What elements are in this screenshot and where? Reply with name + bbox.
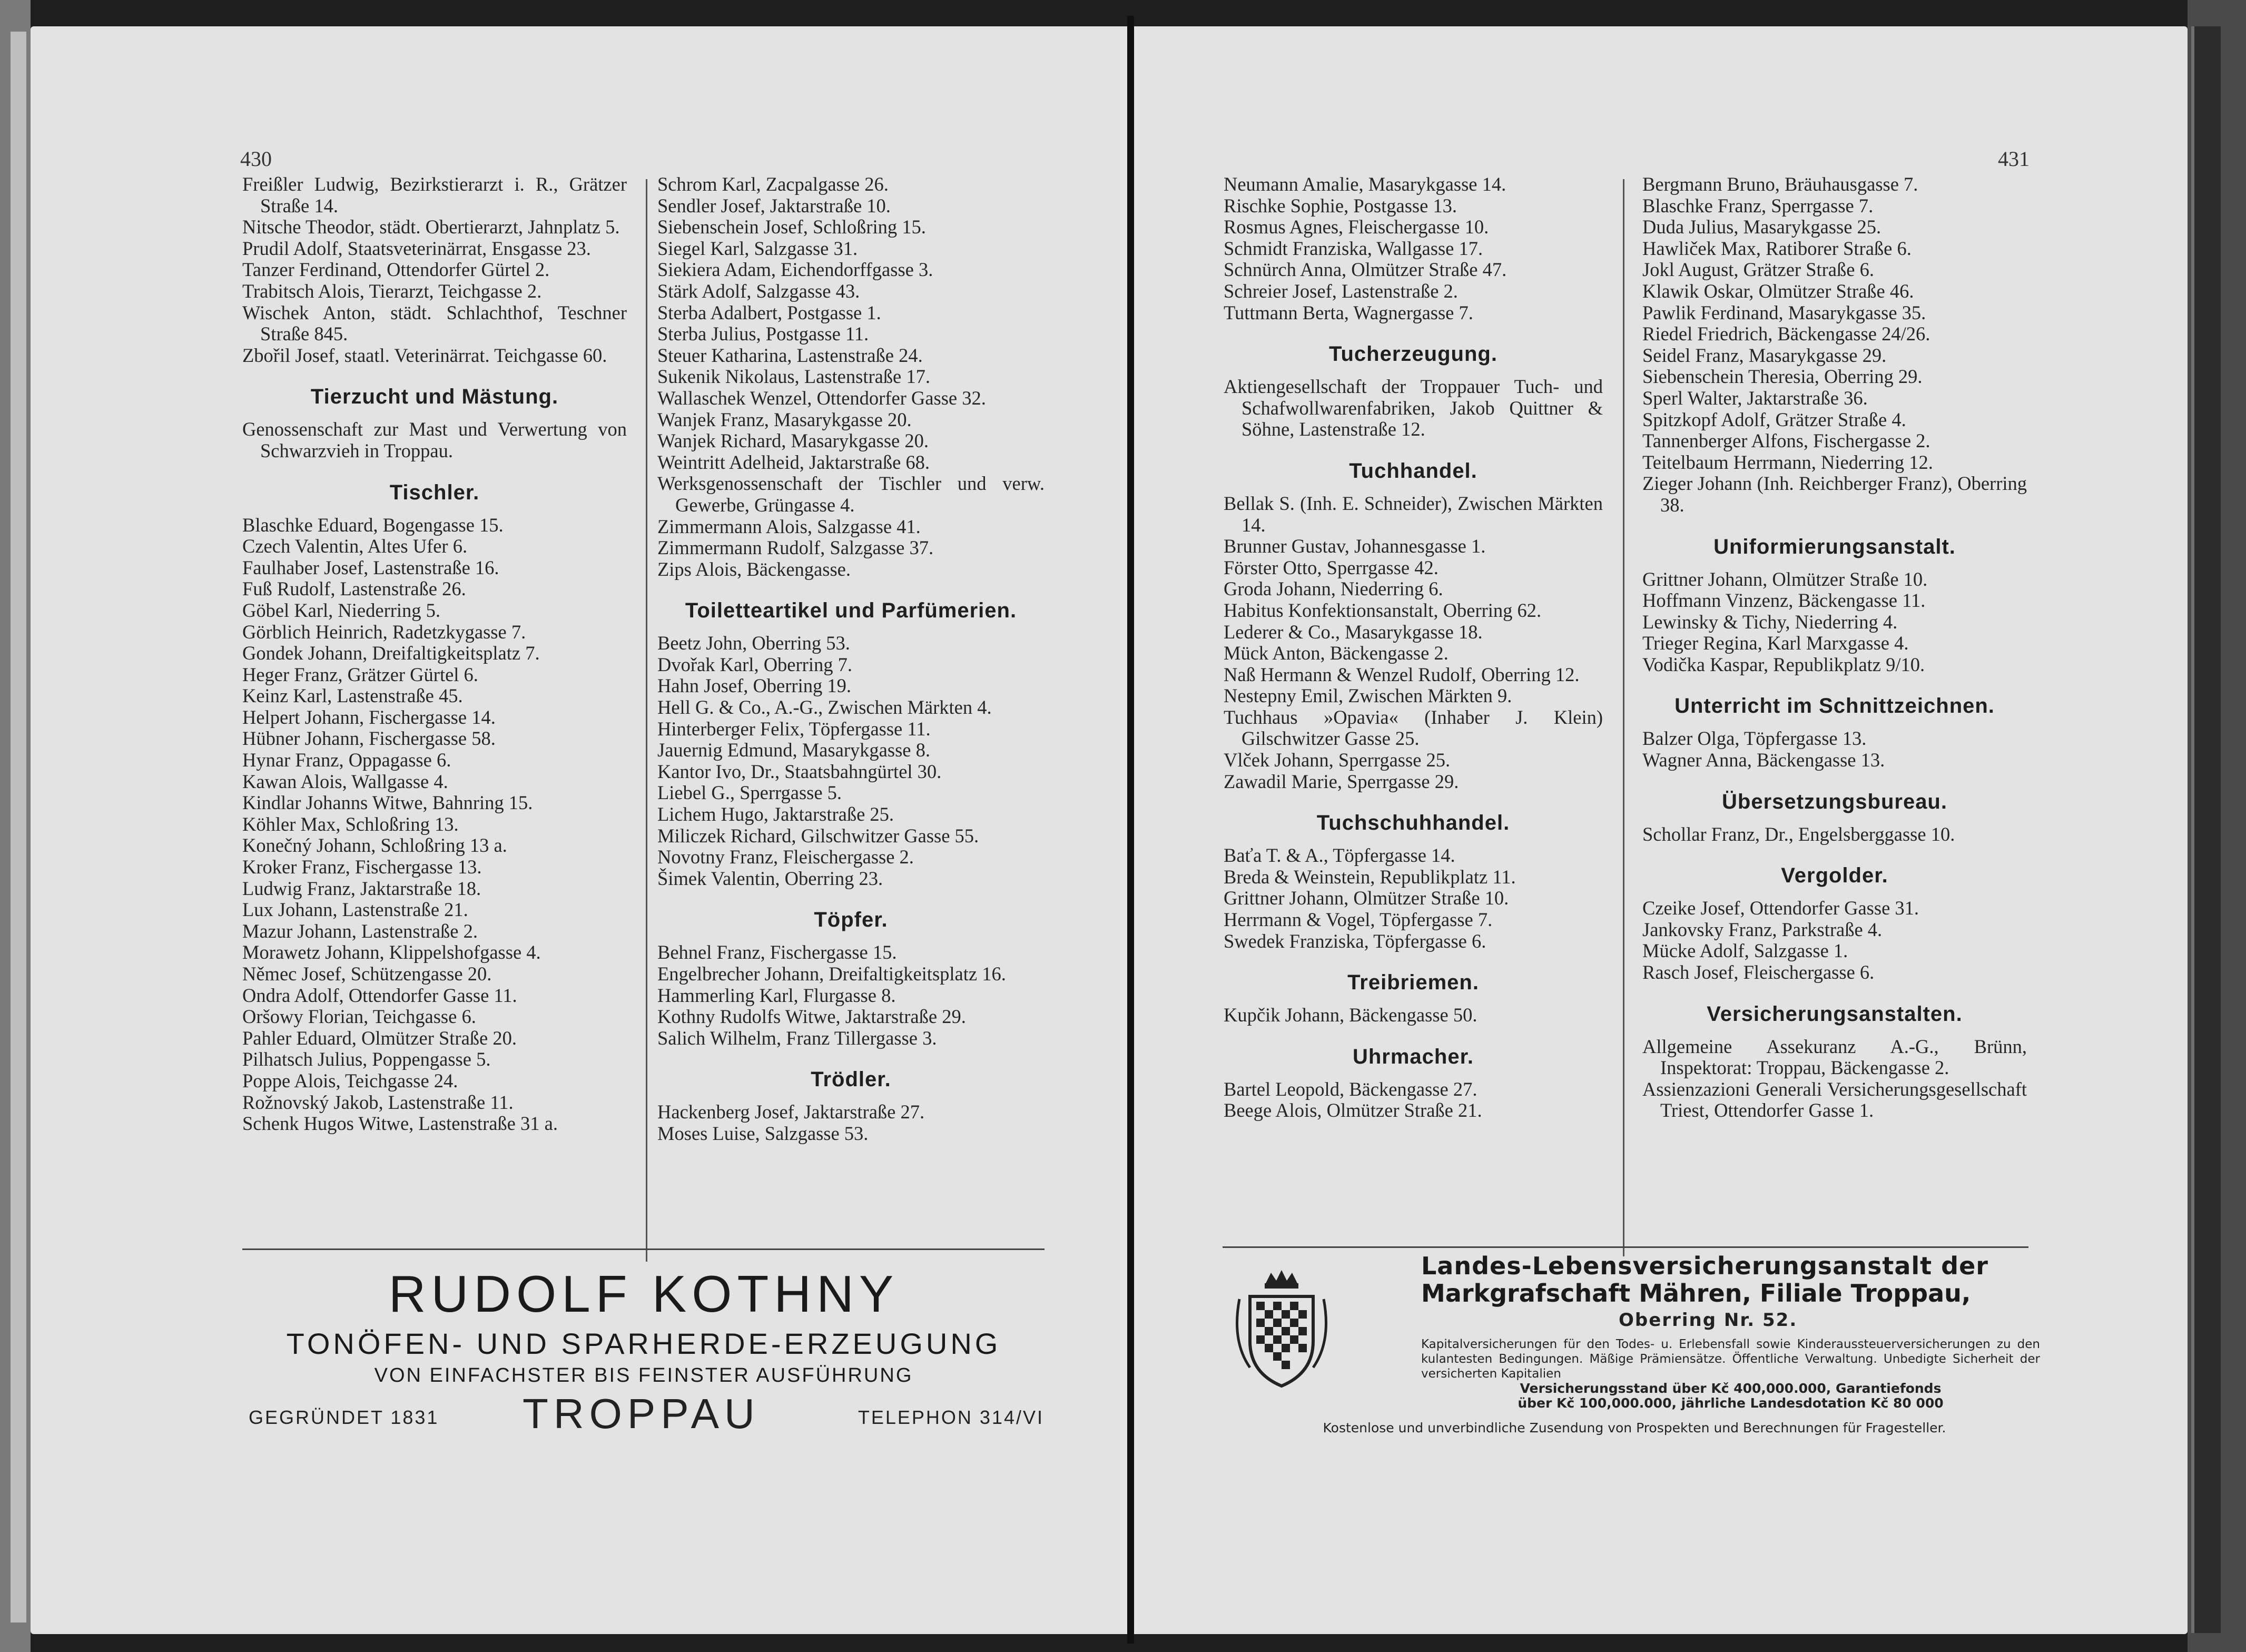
directory-entry: Engelbrecher Johann, Dreifaltigkeitsplatz 16. — [657, 963, 1006, 985]
directory-entry: Pahler Eduard, Olmützer Straße 20. — [242, 1027, 517, 1049]
section-heading: Tuchhandel. — [1349, 459, 1477, 483]
directory-entry: Allgemeine Assekuranz A.-G., Brünn, Inspektorat: Troppau, Bäckengasse 2. — [1642, 1035, 2027, 1079]
directory-entry: Zimmermann Alois, Salzgasse 41. — [657, 515, 921, 537]
ad-address: Oberring Nr. 52. — [1619, 1310, 1798, 1331]
directory-entry: Kantor Ivo, Dr., Staatsbahngürtel 30. — [657, 760, 942, 782]
directory-entry: Siebenschein Theresia, Oberring 29. — [1642, 366, 1923, 388]
directory-entry: Rosmus Agnes, Fleischergasse 10. — [1224, 216, 1489, 238]
directory-entry: Rasch Josef, Fleischergasse 6. — [1642, 961, 1875, 984]
directory-entry: Helpert Johann, Fischergasse 14. — [242, 706, 496, 728]
directory-entry: Grittner Johann, Olmützer Straße 10. — [1224, 887, 1509, 909]
directory-entry: Lichem Hugo, Jaktarstraße 25. — [657, 803, 894, 825]
directory-entry: Jauernig Edmund, Masarykgasse 8. — [657, 739, 930, 761]
section-heading: Tischler. — [389, 480, 480, 504]
directory-entry: Kindlar Johanns Witwe, Bahnring 15. — [242, 792, 533, 814]
directory-entry: Kawan Alois, Wallgasse 4. — [242, 770, 448, 792]
directory-entry: Pilhatsch Julius, Poppengasse 5. — [242, 1048, 491, 1070]
directory-entry: Fuß Rudolf, Lastenstraße 26. — [242, 578, 466, 600]
directory-entry: Hinterberger Felix, Töpfergasse 11. — [657, 717, 931, 740]
ad-title-line-1: Landes-Lebensversicherungsanstalt der — [1421, 1252, 1988, 1280]
page-number: 431 — [1998, 147, 2030, 171]
directory-entry: Šimek Valentin, Oberring 23. — [657, 867, 883, 889]
directory-entry: Brunner Gustav, Johannesgasse 1. — [1224, 535, 1486, 557]
directory-entry: Baťa T. & A., Töpfergasse 14. — [1224, 844, 1455, 867]
directory-entry: Lewinsky & Tichy, Niederring 4. — [1642, 611, 1898, 633]
directory-entry: Zieger Johann (Inh. Reichberger Franz), Oberring 38. — [1642, 473, 2027, 516]
directory-entry: Němec Josef, Schützengasse 20. — [242, 963, 492, 985]
directory-entry: Kupčik Johann, Bäckengasse 50. — [1224, 1004, 1477, 1026]
directory-entry: Lux Johann, Lastenstraße 21. — [242, 899, 468, 921]
directory-entry: Pawlik Ferdinand, Masarykgasse 35. — [1642, 301, 1926, 323]
directory-entry: Hoffmann Vinzenz, Bäckengasse 11. — [1642, 589, 1926, 612]
directory-entry: Sukenik Nikolaus, Lastenstraße 17. — [657, 366, 931, 388]
directory-entry: Teitelbaum Herrmann, Niederring 12. — [1642, 451, 1933, 473]
ad-stand-2: über Kč 100,000.000, jährliche Landesdotation Kč 80 000 — [1518, 1395, 1944, 1411]
directory-entry: Hübner Johann, Fischergasse 58. — [242, 727, 496, 750]
directory-entry: Duda Julius, Masarykgasse 25. — [1642, 216, 1881, 238]
directory-entry: Schmidt Franziska, Wallgasse 17. — [1224, 237, 1483, 259]
directory-entry: Siebenschein Josef, Schloßring 15. — [657, 216, 926, 238]
directory-entry: Blaschke Franz, Sperrgasse 7. — [1642, 194, 1874, 217]
directory-entry: Morawetz Johann, Klippelshofgasse 4. — [242, 941, 541, 963]
section-heading: Uhrmacher. — [1352, 1045, 1474, 1068]
directory-entry: Moses Luise, Salzgasse 53. — [657, 1122, 869, 1144]
section-heading: Versicherungsanstalten. — [1707, 1002, 1963, 1026]
directory-entry: Stärk Adolf, Salzgasse 43. — [657, 280, 860, 302]
directory-entry: Siegel Karl, Salzgasse 31. — [657, 237, 858, 259]
section-heading: Tierzucht und Mästung. — [310, 385, 559, 409]
directory-entry: Konečný Johann, Schloßring 13 a. — [242, 834, 507, 857]
directory-entry: Rožnovský Jakob, Lastenstraße 11. — [242, 1091, 514, 1113]
directory-entry: Aktiengesellschaft der Troppauer Tuch- und Schafwollwarenfabriken, Jakob Quittner & Söhne, Lastenstraße 12. — [1224, 376, 1603, 440]
directory-entry: Trabitsch Alois, Tierarzt, Teichgasse 2. — [242, 280, 542, 302]
directory-entry: Hell G. & Co., A.-G., Zwischen Märkten 4. — [657, 696, 992, 719]
directory-entry: Neumann Amalie, Masarykgasse 14. — [1224, 173, 1506, 195]
directory-entry: Vodička Kaspar, Republikplatz 9/10. — [1642, 653, 1925, 675]
ad-body-text: Kapitalversicherungen für den Todes- u. Erlebensfall sowie Kinderaussteuerversicherungen zu den kulantesten Bedingungen. Mäßige Prämiensätze. Öffentliche Verwaltung. Unbedigte Sicherheit der versicherten Kapitalien — [1421, 1338, 2040, 1381]
directory-entry: Groda Johann, Niederring 6. — [1224, 578, 1443, 600]
section-rule — [242, 1248, 1045, 1250]
directory-entry: Sendler Josef, Jaktarstraße 10. — [657, 194, 891, 217]
directory-entry: Grittner Johann, Olmützer Straße 10. — [1642, 568, 1928, 590]
directory-entry: Wagner Anna, Bäckengasse 13. — [1642, 749, 1885, 771]
directory-entry: Dvořak Karl, Oberring 7. — [657, 653, 852, 675]
ad-title: RUDOLF KOTHNY — [388, 1265, 899, 1323]
ad-subtitle-2: VON EINFACHSTER BIS FEINSTER AUSFÜHRUNG — [374, 1364, 913, 1386]
directory-entry: Breda & Weinstein, Republikplatz 11. — [1224, 866, 1516, 888]
directory-entry: Tannenberger Alfons, Fischergasse 2. — [1642, 430, 1930, 452]
left-page-column-2 — [657, 174, 1045, 1145]
directory-entry: Kroker Franz, Fischergasse 13. — [242, 856, 482, 878]
directory-entry: Mück Anton, Bäckengasse 2. — [1224, 642, 1449, 664]
directory-entry: Novotny Franz, Fleischergasse 2. — [657, 846, 914, 868]
directory-entry: Siekiera Adam, Eichendorffgasse 3. — [657, 259, 933, 281]
ad-phone: TELEPHON 314/VI — [858, 1407, 1044, 1428]
directory-entry: Schnürch Anna, Olmützer Straße 47. — [1224, 259, 1507, 281]
section-heading: Toiletteartikel und Parfümerien. — [685, 599, 1017, 623]
ad-body — [1421, 1337, 2040, 1411]
directory-entry: Beetz John, Oberring 53. — [657, 632, 850, 654]
directory-entry: Steuer Katharina, Lastenstraße 24. — [657, 344, 923, 366]
advertisement-landes-lebensversicherung — [1218, 1252, 2040, 1441]
directory-entry: Mazur Johann, Lastenstraße 2. — [242, 920, 478, 942]
directory-entry: Wanjek Richard, Masarykgasse 20. — [657, 430, 929, 452]
column-divider — [1623, 179, 1624, 1256]
directory-entry: Wanjek Franz, Masarykgasse 20. — [657, 408, 912, 430]
directory-entry: Bartel Leopold, Bäckengasse 27. — [1224, 1078, 1477, 1100]
ad-stand: Versicherungsstand über Kč 400,000.000, Garantiefonds — [1520, 1381, 1942, 1396]
directory-entry: Göbel Karl, Niederring 5. — [242, 599, 441, 621]
book-gutter — [1127, 16, 1134, 1644]
left-page — [31, 26, 1127, 1634]
directory-entry: Swedek Franziska, Töpfergasse 6. — [1224, 930, 1486, 952]
directory-entry: Miliczek Richard, Gilschwitzer Gasse 55. — [657, 824, 979, 847]
directory-entry: Schreier Josef, Lastenstraße 2. — [1224, 280, 1458, 302]
page-number: 430 — [240, 147, 272, 171]
directory-entry: Schrom Karl, Zacpalgasse 26. — [657, 173, 889, 195]
section-heading: Tuchschuhhandel. — [1316, 811, 1510, 835]
ad-footer: Kostenlose und unverbindliche Zusendung von Prospekten und Berechnungen für Fragesteller. — [1323, 1420, 1946, 1435]
section-heading: Übersetzungsbureau. — [1722, 790, 1947, 813]
directory-entry: Zawadil Marie, Sperrgasse 29. — [1224, 770, 1459, 792]
directory-entry: Weintritt Adelheid, Jaktarstraße 68. — [657, 451, 930, 473]
directory-entry: Keinz Karl, Lastenstraße 45. — [242, 685, 463, 707]
directory-entry: Tanzer Ferdinand, Ottendorfer Gürtel 2. — [242, 259, 550, 281]
directory-entry: Ondra Adolf, Ottendorfer Gasse 11. — [242, 984, 517, 1006]
directory-entry: Heger Franz, Grätzer Gürtel 6. — [242, 663, 478, 685]
directory-entry: Riedel Friedrich, Bäckengasse 24/26. — [1642, 323, 1930, 345]
directory-entry: Vlček Johann, Sperrgasse 25. — [1224, 749, 1451, 771]
directory-entry: Czech Valentin, Altes Ufer 6. — [242, 535, 468, 557]
directory-entry: Freißler Ludwig, Bezirkstierarzt i. R., Grätzer Straße 14. — [242, 173, 627, 217]
directory-entry: Bellak S. (Inh. E. Schneider), Zwischen Märkten 14. — [1224, 492, 1603, 536]
directory-entry: Wischek Anton, städt. Schlachthof, Teschner Straße 845. — [242, 301, 627, 345]
directory-entry: Trieger Regina, Karl Marxgasse 4. — [1642, 632, 1909, 654]
page-edges-left — [11, 32, 26, 1622]
coat-of-arms-icon — [1229, 1267, 1334, 1399]
directory-entry: Schenk Hugos Witwe, Lastenstraße 31 a. — [242, 1113, 558, 1135]
directory-entry: Wallaschek Wenzel, Ottendorfer Gasse 32. — [657, 387, 986, 409]
directory-entry: Blaschke Eduard, Bogengasse 15. — [242, 514, 504, 536]
directory-entry: Poppe Alois, Teichgasse 24. — [242, 1069, 458, 1092]
directory-entry: Liebel G., Sperrgasse 5. — [657, 782, 842, 804]
directory-entry: Beege Alois, Olmützer Straße 21. — [1224, 1099, 1482, 1122]
advertisement-rudolf-kothny — [243, 1254, 1044, 1437]
directory-entry: Jokl August, Grätzer Straße 6. — [1642, 259, 1874, 281]
section-rule — [1223, 1246, 2028, 1248]
ad-city: TROPPAU — [523, 1390, 760, 1437]
directory-entry: Rischke Sophie, Postgasse 13. — [1224, 194, 1457, 217]
directory-entry: Naß Hermann & Wenzel Rudolf, Oberring 12. — [1224, 663, 1580, 685]
ad-title-line-2: Markgrafschaft Mähren, Filiale Troppau, — [1421, 1279, 1971, 1307]
directory-entry: Zimmermann Rudolf, Salzgasse 37. — [657, 537, 934, 559]
page-edges-right — [2191, 26, 2221, 1633]
directory-entry: Köhler Max, Schloßring 13. — [242, 813, 459, 835]
directory-entry: Oršowy Florian, Teichgasse 6. — [242, 1006, 476, 1028]
directory-entry: Zips Alois, Bäckengasse. — [657, 558, 851, 580]
directory-entry: Förster Otto, Sperrgasse 42. — [1224, 556, 1439, 578]
directory-entry: Gondek Johann, Dreifaltigkeitsplatz 7. — [242, 642, 540, 664]
directory-entry: Salich Wilhelm, Franz Tillergasse 3. — [657, 1027, 937, 1049]
directory-entry: Schollar Franz, Dr., Engelsberggasse 10. — [1642, 823, 1955, 845]
directory-entry: Sperl Walter, Jaktarstraße 36. — [1642, 387, 1868, 409]
directory-entry: Herrmann & Vogel, Töpfergasse 7. — [1224, 909, 1493, 931]
directory-entry: Jankovsky Franz, Parkstraße 4. — [1642, 918, 1883, 940]
section-heading: Uniformierungsanstalt. — [1713, 535, 1956, 558]
right-page-column-2 — [1642, 174, 2027, 1122]
directory-entry: Tuchhaus »Opavia« (Inhaber J. Klein) Gilschwitzer Gasse 25. — [1224, 706, 1603, 750]
directory-entry: Kothny Rudolfs Witwe, Jaktarstraße 29. — [657, 1006, 966, 1028]
directory-entry: Sterba Julius, Postgasse 11. — [657, 323, 869, 345]
directory-entry: Hawliček Max, Ratiborer Straße 6. — [1642, 237, 1912, 259]
directory-entry: Seidel Franz, Masarykgasse 29. — [1642, 344, 1887, 366]
section-heading: Treibriemen. — [1347, 971, 1479, 995]
directory-entry: Bergmann Bruno, Bräuhausgasse 7. — [1642, 173, 1918, 195]
directory-entry: Faulhaber Josef, Lastenstraße 16. — [242, 556, 499, 578]
directory-entry: Sterba Adalbert, Postgasse 1. — [657, 301, 881, 323]
directory-entry: Zbořil Josef, staatl. Veterinärrat. Teichgasse 60. — [242, 344, 607, 366]
directory-entry: Werksgenossenschaft der Tischler und verw. Gewerbe, Grüngasse 4. — [657, 473, 1045, 516]
right-page — [1134, 26, 2188, 1634]
section-heading: Vergolder. — [1781, 864, 1888, 888]
directory-entry: Lederer & Co., Masarykgasse 18. — [1224, 621, 1483, 643]
left-page-column-1 — [242, 174, 627, 1135]
directory-entry: Spitzkopf Adolf, Grätzer Straße 4. — [1642, 408, 1906, 430]
directory-entry: Görblich Heinrich, Radetzkygasse 7. — [242, 621, 526, 643]
directory-entry: Genossenschaft zur Mast und Verwertung von Schwarzvieh in Troppau. — [242, 418, 627, 461]
directory-entry: Czeike Josef, Ottendorfer Gasse 31. — [1642, 897, 1919, 919]
directory-entry: Assienzazioni Generali Versicherungsgesellschaft Triest, Ottendorfer Gasse 1. — [1642, 1078, 2027, 1122]
directory-entry: Tuttmann Berta, Wagnergasse 7. — [1224, 301, 1473, 323]
directory-entry: Behnel Franz, Fischergasse 15. — [657, 941, 897, 963]
directory-entry: Prudil Adolf, Staatsveterinärrat, Ensgasse 23. — [242, 237, 591, 259]
directory-entry: Nitsche Theodor, städt. Obertierarzt, Jahnplatz 5. — [242, 216, 620, 238]
section-heading: Tucherzeugung. — [1329, 342, 1498, 366]
directory-entry: Hynar Franz, Oppagasse 6. — [242, 749, 451, 771]
section-heading: Trödler. — [811, 1068, 891, 1092]
directory-entry: Hahn Josef, Oberring 19. — [657, 675, 851, 697]
ad-founded: GEGRÜNDET 1831 — [249, 1407, 439, 1428]
directory-entry: Balzer Olga, Töpfergasse 13. — [1642, 727, 1867, 750]
section-heading: Töpfer. — [814, 908, 888, 932]
ad-subtitle: TONÖFEN- UND SPARHERDE-ERZEUGUNG — [286, 1327, 1001, 1360]
directory-entry: Ludwig Franz, Jaktarstraße 18. — [242, 877, 481, 899]
section-heading: Unterricht im Schnittzeichnen. — [1674, 694, 1995, 718]
directory-entry: Habitus Konfektionsanstalt, Oberring 62. — [1224, 599, 1542, 621]
directory-entry: Hammerling Karl, Flurgasse 8. — [657, 984, 896, 1006]
directory-entry: Nestepny Emil, Zwischen Märkten 9. — [1224, 685, 1512, 707]
directory-entry: Hackenberg Josef, Jaktarstraße 27. — [657, 1101, 925, 1123]
right-page-column-1 — [1224, 174, 1603, 1122]
directory-entry: Mücke Adolf, Salzgasse 1. — [1642, 940, 1848, 962]
directory-entry: Klawik Oskar, Olmützer Straße 46. — [1642, 280, 1914, 302]
column-divider — [646, 179, 647, 1262]
